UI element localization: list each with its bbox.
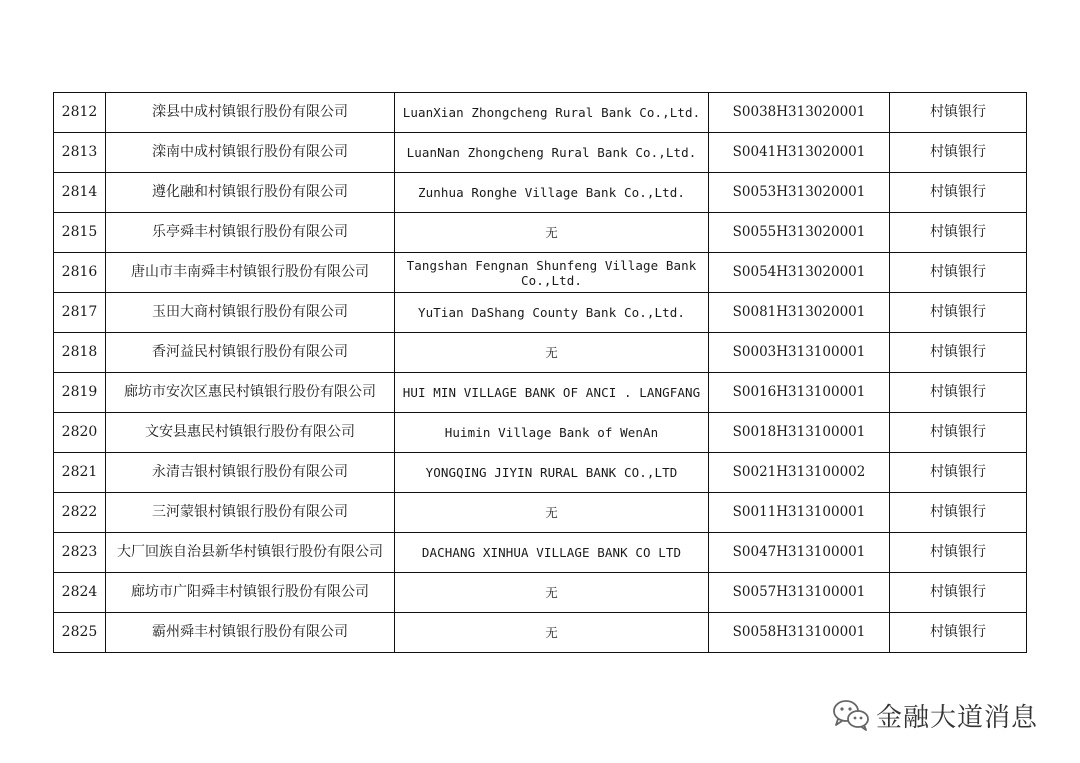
bank-type: 村镇银行 bbox=[890, 213, 1027, 253]
bank-name-chinese: 香河益民村镇银行股份有限公司 bbox=[106, 333, 395, 373]
bank-name-chinese: 遵化融和村镇银行股份有限公司 bbox=[106, 173, 395, 213]
bank-name-english: LuanXian Zhongcheng Rural Bank Co.,Ltd. bbox=[395, 93, 709, 133]
bank-type: 村镇银行 bbox=[890, 533, 1027, 573]
bank-type: 村镇银行 bbox=[890, 493, 1027, 533]
bank-type: 村镇银行 bbox=[890, 293, 1027, 333]
table-row bbox=[54, 93, 1027, 133]
row-number: 2813 bbox=[54, 133, 106, 173]
table-row bbox=[54, 413, 1027, 453]
bank-name-english: Tangshan Fengnan Shunfeng Village Bank Co.,Ltd. bbox=[395, 253, 709, 293]
bank-name-english: 无 bbox=[395, 573, 709, 613]
bank-name-english: YONGQING JIYIN RURAL BANK CO.,LTD bbox=[395, 453, 709, 493]
bank-type: 村镇银行 bbox=[890, 133, 1027, 173]
row-number: 2819 bbox=[54, 373, 106, 413]
table-row bbox=[54, 573, 1027, 613]
wechat-icon bbox=[832, 698, 870, 732]
bank-name-english: 无 bbox=[395, 613, 709, 653]
bank-name-chinese: 文安县惠民村镇银行股份有限公司 bbox=[106, 413, 395, 453]
bank-name-chinese: 大厂回族自治县新华村镇银行股份有限公司 bbox=[106, 533, 395, 573]
bank-name-english: 无 bbox=[395, 493, 709, 533]
institution-code: S0057H313100001 bbox=[709, 573, 890, 613]
row-number: 2817 bbox=[54, 293, 106, 333]
table-row bbox=[54, 533, 1027, 573]
row-number: 2820 bbox=[54, 413, 106, 453]
institution-code: S0047H313100001 bbox=[709, 533, 890, 573]
bank-name-english: YuTian DaShang County Bank Co.,Ltd. bbox=[395, 293, 709, 333]
watermark bbox=[832, 697, 1038, 733]
bank-type: 村镇银行 bbox=[890, 373, 1027, 413]
bank-name-english: Zunhua Ronghe Village Bank Co.,Ltd. bbox=[395, 173, 709, 213]
bank-name-chinese: 霸州舜丰村镇银行股份有限公司 bbox=[106, 613, 395, 653]
table-row bbox=[54, 613, 1027, 653]
row-number: 2824 bbox=[54, 573, 106, 613]
row-number: 2814 bbox=[54, 173, 106, 213]
institution-code: S0016H313100001 bbox=[709, 373, 890, 413]
table-row bbox=[54, 213, 1027, 253]
row-number: 2825 bbox=[54, 613, 106, 653]
bank-name-english: LuanNan Zhongcheng Rural Bank Co.,Ltd. bbox=[395, 133, 709, 173]
watermark-text: 金融大道消息 bbox=[876, 702, 1039, 733]
row-number: 2818 bbox=[54, 333, 106, 373]
table-row bbox=[54, 373, 1027, 413]
row-number: 2815 bbox=[54, 213, 106, 253]
institution-code: S0038H313020001 bbox=[709, 93, 890, 133]
bank-list-table bbox=[53, 92, 1027, 653]
table-row bbox=[54, 253, 1027, 293]
institution-code: S0058H313100001 bbox=[709, 613, 890, 653]
bank-type: 村镇银行 bbox=[890, 453, 1027, 493]
bank-type: 村镇银行 bbox=[890, 573, 1027, 613]
table-row bbox=[54, 133, 1027, 173]
bank-name-english: Huimin Village Bank of WenAn bbox=[395, 413, 709, 453]
institution-code: S0053H313020001 bbox=[709, 173, 890, 213]
institution-code: S0011H313100001 bbox=[709, 493, 890, 533]
bank-name-chinese: 乐亭舜丰村镇银行股份有限公司 bbox=[106, 213, 395, 253]
table-row bbox=[54, 493, 1027, 533]
table-row bbox=[54, 293, 1027, 333]
bank-name-english: HUI MIN VILLAGE BANK OF ANCI . LANGFANG bbox=[395, 373, 709, 413]
bank-name-chinese: 廊坊市广阳舜丰村镇银行股份有限公司 bbox=[106, 573, 395, 613]
bank-name-english: DACHANG XINHUA VILLAGE BANK CO LTD bbox=[395, 533, 709, 573]
bank-type: 村镇银行 bbox=[890, 253, 1027, 293]
institution-code: S0041H313020001 bbox=[709, 133, 890, 173]
table-row bbox=[54, 173, 1027, 213]
institution-code: S0021H313100002 bbox=[709, 453, 890, 493]
bank-name-chinese: 三河蒙银村镇银行股份有限公司 bbox=[106, 493, 395, 533]
table-row bbox=[54, 453, 1027, 493]
row-number: 2822 bbox=[54, 493, 106, 533]
institution-code: S0018H313100001 bbox=[709, 413, 890, 453]
institution-code: S0054H313020001 bbox=[709, 253, 890, 293]
institution-code: S0055H313020001 bbox=[709, 213, 890, 253]
bank-name-chinese: 廊坊市安次区惠民村镇银行股份有限公司 bbox=[106, 373, 395, 413]
bank-type: 村镇银行 bbox=[890, 413, 1027, 453]
bank-name-chinese: 永清吉银村镇银行股份有限公司 bbox=[106, 453, 395, 493]
row-number: 2823 bbox=[54, 533, 106, 573]
bank-type: 村镇银行 bbox=[890, 173, 1027, 213]
row-number: 2821 bbox=[54, 453, 106, 493]
bank-type: 村镇银行 bbox=[890, 613, 1027, 653]
row-number: 2812 bbox=[54, 93, 106, 133]
bank-name-english: 无 bbox=[395, 213, 709, 253]
institution-code: S0003H313100001 bbox=[709, 333, 890, 373]
bank-type: 村镇银行 bbox=[890, 93, 1027, 133]
row-number: 2816 bbox=[54, 253, 106, 293]
bank-name-english: 无 bbox=[395, 333, 709, 373]
bank-name-chinese: 滦南中成村镇银行股份有限公司 bbox=[106, 133, 395, 173]
bank-name-chinese: 滦县中成村镇银行股份有限公司 bbox=[106, 93, 395, 133]
bank-name-chinese: 唐山市丰南舜丰村镇银行股份有限公司 bbox=[106, 253, 395, 293]
table-row bbox=[54, 333, 1027, 373]
bank-name-chinese: 玉田大商村镇银行股份有限公司 bbox=[106, 293, 395, 333]
table-body bbox=[54, 93, 1027, 653]
institution-code: S0081H313020001 bbox=[709, 293, 890, 333]
bank-type: 村镇银行 bbox=[890, 333, 1027, 373]
